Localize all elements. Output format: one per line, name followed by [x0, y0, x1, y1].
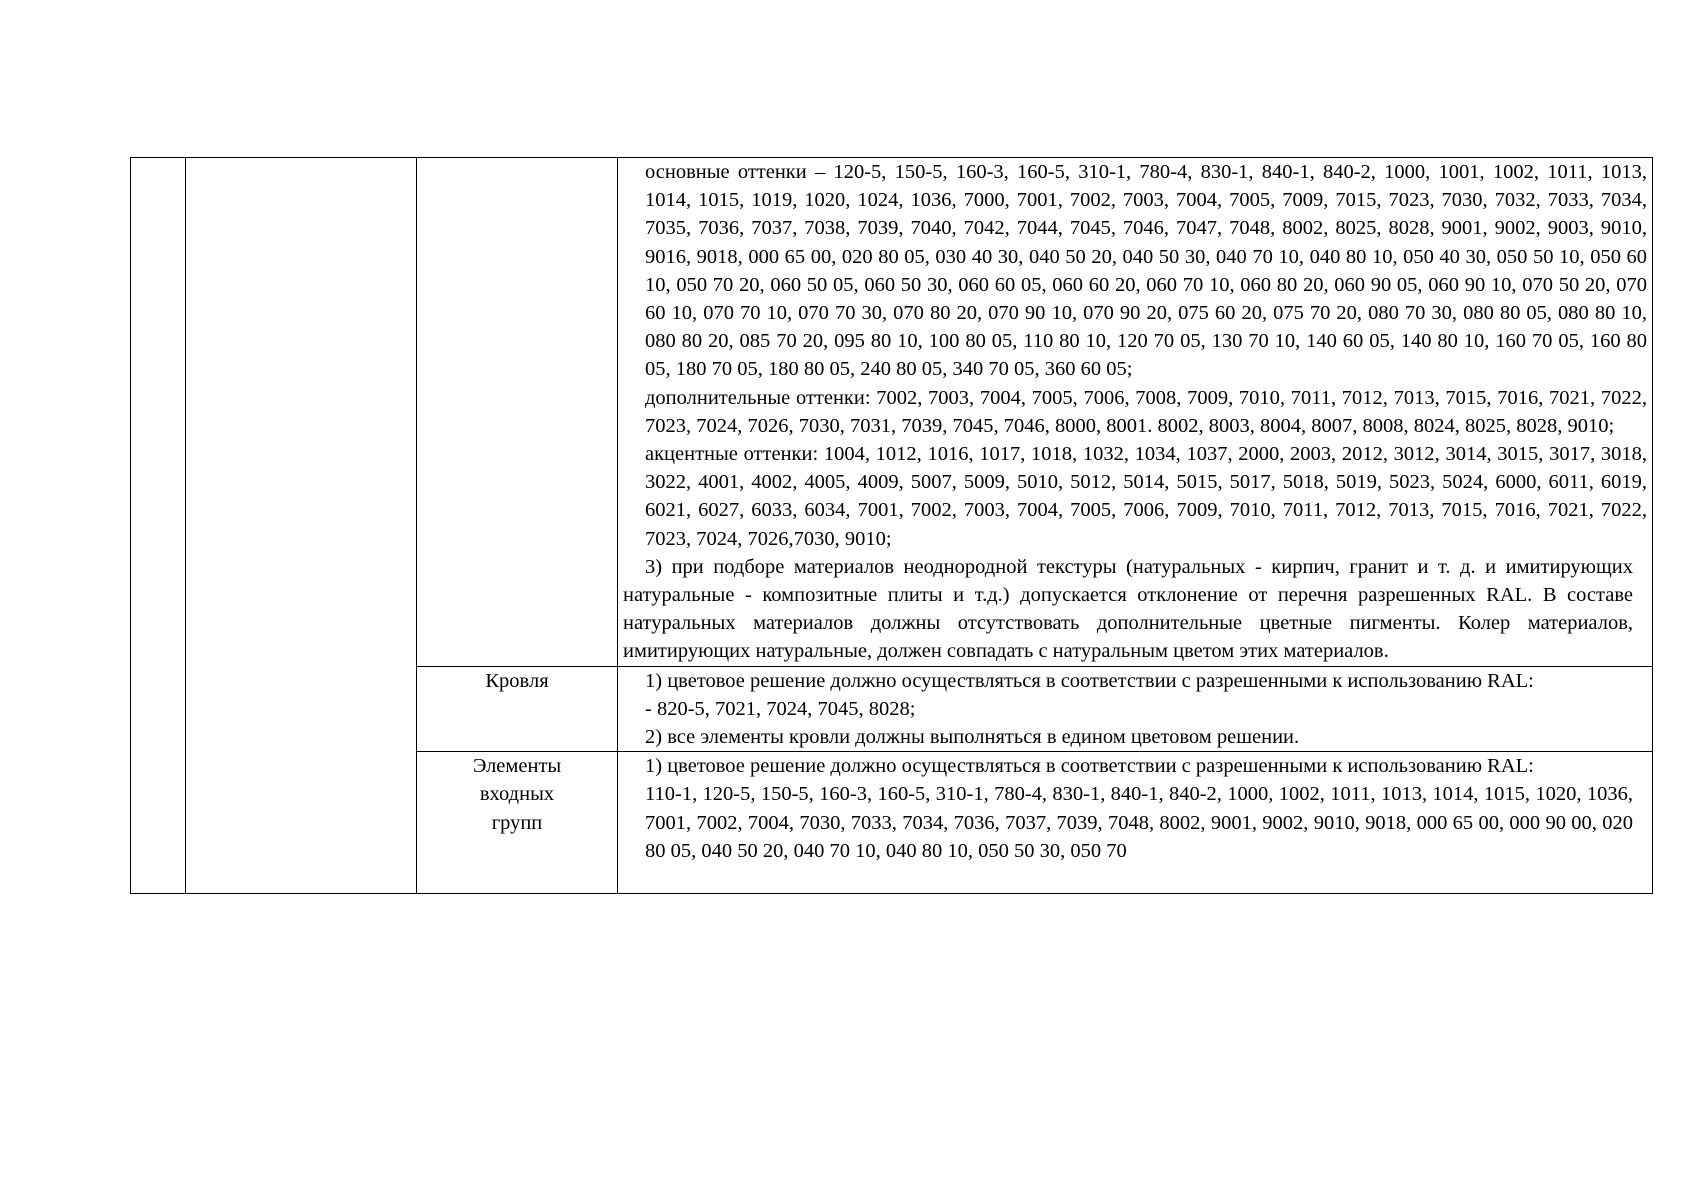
requirements-cell — [618, 158, 1653, 667]
requirements-cell — [618, 666, 1653, 752]
texture-materials-paragraph: 3) при подборе материалов неоднородной текстуры (натуральных - кирпич, гранит и т. д. и имитирующих натуральные - композитные плиты и т.д.) допускается отклонение от перечня разрешенных RAL. В составе натуральных материалов должны отсутствовать дополнительные цветные пигменты. Колер материалов, имитирующих натуральные, должен совпадать с натуральным цветом этих материалов. — [623, 555, 1633, 663]
category-cell — [417, 666, 618, 752]
category-cell — [417, 752, 618, 894]
table-row — [131, 158, 1653, 667]
entrance-content-clip — [623, 752, 1633, 893]
main-shades-paragraph: основные оттенки – 120-5, 150-5, 160-3, 160-5, 310-1, 780-4, 830-1, 840-1, 840-2, 1000, 1001, 1002, 1011, 1013, 1014, 1015, 1019, 1020, 1024, 1036, 7000, 7001, 7002, 7003, 7004, 7005, 7009, 7015, 7023, 7030, 7032, 7033, 7034, 7035, 7036, 7037, 7038, 7039, 7040, 7042, 7044, 7045, 7046, 7047, 7048, 8002, 8025, 8028, 9001, 9002, 9003, 9010, 9016, 9018, 000 65 00, 020 80 05, 030 40 30, 040 50 20, 040 50 30, 040 70 10, 040 80 10, 050 40 30, 050 50 10, 050 60 10, 050 70 20, 060 50 05, 060 50 30, 060 60 05, 060 60 20, 060 70 10, 060 80 20, 060 90 05, 060 90 10, 070 50 20, 070 60 10, 070 70 10, 070 70 30, 070 80 20, 070 90 10, 070 90 20, 075 60 20, 075 70 20, 080 70 30, 080 80 05, 080 80 10, 080 80 20, 085 70 20, 095 80 10, 100 80 05, 110 80 10, 120 70 05, 130 70 10, 140 60 05, 140 80 10, 160 70 05, 160 80 05, 180 70 05, 180 80 05, 240 80 05, 340 70 05, 360 60 05; — [645, 161, 1647, 381]
roof-rule-1: 1) цветовое решение должно осуществляться в соответствии с разрешенными к использованию RAL: — [645, 669, 1534, 692]
category-label-entrance: Элементы входных групп — [472, 755, 562, 834]
requirements-cell — [618, 752, 1653, 894]
roof-ral-list: - 820-5, 7021, 7024, 7045, 8028; — [645, 697, 916, 720]
additional-shades-paragraph: дополнительные оттенки: 7002, 7003, 7004, 7005, 7006, 7008, 7009, 7010, 7011, 7012, 7013, 7015, 7016, 7021, 7022, 7023, 7024, 7026, 7030, 7031, 7039, 7045, 7046, 8000, 8001. 8002, 8003, 8004, 8007, 8008, 8024, 8025, 8028, 9010; — [645, 386, 1647, 437]
entrance-ral-list: 110-1, 120-5, 150-5, 160-3, 160-5, 310-1, 780-4, 830-1, 840-1, 840-2, 1000, 1002, 1011, 1013, 1014, 1015, 1020, 1036, 7001, 7002, 7004, 7030, 7033, 7034, 7036, 7037, 7039, 7048, 8002, 9001, 9002, 9010, 9018, 000 65 00, 000 90 00, 020 80 05, 040 50 20, 040 70 10, 040 80 10, 050 50 30, 050 70 — [645, 783, 1633, 862]
requirements-table — [130, 157, 1653, 894]
category-cell — [417, 158, 618, 667]
object-cell — [186, 158, 417, 894]
number-cell — [131, 158, 186, 894]
entrance-rule-1: 1) цветовое решение должно осуществляться в соответствии с разрешенными к использованию RAL: — [645, 755, 1534, 778]
roof-rule-2: 2) все элементы кровли должны выполняться в едином цветовом решении. — [645, 726, 1300, 749]
accent-shades-paragraph: акцентные оттенки: 1004, 1012, 1016, 1017, 1018, 1032, 1034, 1037, 2000, 2003, 2012, 3012, 3014, 3015, 3017, 3018, 3022, 4001, 4002, 4005, 4009, 5007, 5009, 5010, 5012, 5014, 5015, 5017, 5018, 5019, 5023, 5024, 6000, 6011, 6019, 6021, 6027, 6033, 6034, 7001, 7002, 7003, 7004, 7005, 7006, 7009, 7010, 7011, 7012, 7013, 7015, 7016, 7021, 7022, 7023, 7024, 7026,7030, 9010; — [645, 443, 1647, 550]
category-label-roof: Кровля — [485, 669, 549, 692]
